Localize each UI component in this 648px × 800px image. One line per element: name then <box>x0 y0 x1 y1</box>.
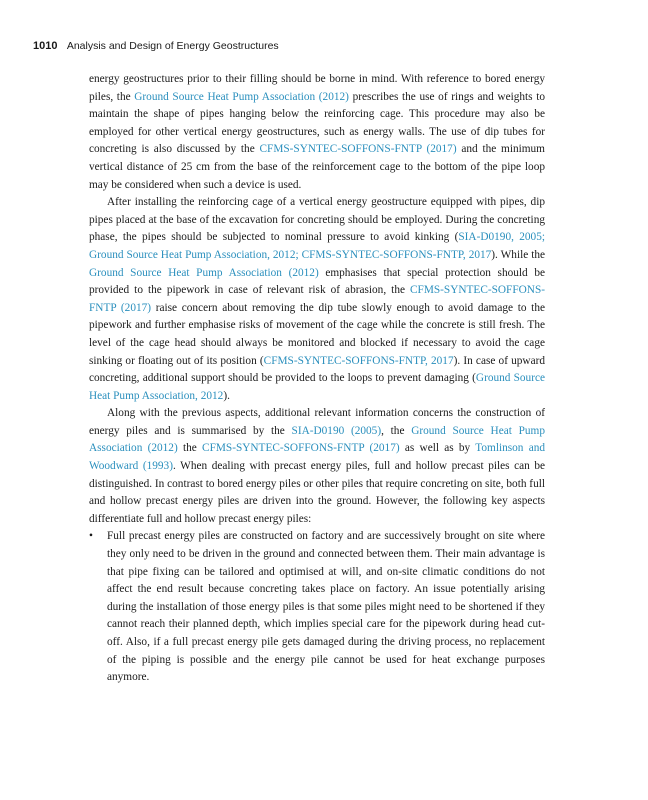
citation-link[interactable]: Ground Source Heat Pump Association (2012) <box>89 424 545 455</box>
citation-link[interactable]: CFMS-SYNTEC-SOFFONS-FNTP, 2017 <box>263 354 454 367</box>
text-run: ). While the <box>491 248 545 261</box>
citation-link[interactable]: CFMS-SYNTEC-SOFFONS-FNTP (2017) <box>259 143 457 156</box>
citation-link[interactable]: SIA-D0190 (2005) <box>291 424 382 437</box>
citation-link[interactable]: CFMS-SYNTEC-SOFFONS-FNTP (2017) <box>202 442 400 455</box>
citation-link[interactable]: Ground Source Heat Pump Association, 2012 <box>89 372 545 402</box>
text-run: Along with the previous aspects, additional relevant information concerns the construction of energy piles and is summarised by the <box>89 407 545 437</box>
text-run: After installing the reinforcing cage of a vertical energy geostructure equipped with pipes, dip pipes placed at the base of the excavation for concreting should be employed. During the concreting phase, the pipes should be subjected to nominal pressure to avoid kinking ( <box>89 196 545 244</box>
text-run: emphasises that special protection should be provided to the pipework in case of relevant risk of abrasion, the <box>89 266 546 297</box>
citation-link[interactable]: CFMS-SYNTEC-SOFFONS-FNTP (2017) <box>89 284 545 314</box>
paragraph-1 <box>89 71 545 194</box>
paragraph-2 <box>89 194 545 405</box>
text-run: , the <box>381 424 412 437</box>
text-run: energy geostructures prior to their filling should be borne in mind. With reference to bored energy piles, the <box>89 73 545 103</box>
bullet-text: Full precast energy piles are constructed on factory and are successively brought on site where they only need to be driven in the ground and connected between them. Their main advantage is that pipe fixing can be tailored and optimised at will, and on-site climatic conditions do not affect the end result because concreting takes place on factory. An issue potentially arising during the installation of those energy piles is that some piles might need to be shortened if they cannot reach their planned depth, which implies special care for the pipework during head cut-off. Also, if a full precast energy pile gets damaged during the driving process, no replacement of the piping is possible and the energy pile cannot be used for heat exchange purposes anymore. <box>107 530 545 684</box>
page-number: 1010 <box>33 40 58 52</box>
text-run: as well as by <box>399 442 476 455</box>
text-run: the <box>177 442 203 455</box>
paragraph-3 <box>89 405 545 528</box>
text-run: and the minimum vertical distance of 25 cm from the base of the reinforcement cage to the bottom of the pipe loop may be considered when such a device is used. <box>89 143 545 191</box>
citation-link[interactable]: Ground Source Heat Pump Association (2012) <box>89 266 319 279</box>
bullet-item <box>89 528 545 686</box>
citation-link[interactable]: Ground Source Heat Pump Association (2012) <box>134 90 349 103</box>
text-run: . When dealing with precast energy piles, full and hollow precast piles can be distinguished. In contrast to bored energy piles or other piles that require concreting on site, both full and hollow precast energy piles are driven into the ground. However, the following key aspects differentiate full and hollow precast energy piles: <box>89 460 545 525</box>
running-header <box>33 40 279 52</box>
text-run: ). <box>223 389 230 402</box>
text-run: prescribes the use of rings and weights to maintain the shape of pipes hanging below the reinforcing cage. This procedure may also be employed for other vertical energy geostructures, such as energy walls. The use of dip tubes for concreting is also discussed by the <box>89 90 545 156</box>
citation-link[interactable]: Tomlinson and Woodward (1993) <box>89 442 545 473</box>
bullet-marker: • <box>89 530 93 543</box>
text-run: raise concern about removing the dip tube slowly enough to avoid damage to the pipework and further emphasise risks of movement of the cage while the concrete is still fresh. The level of the cage head should always be monitored and blocked if necessary to avoid the cage sinking or floating out of its position ( <box>89 301 545 367</box>
running-title: Analysis and Design of Energy Geostructures <box>66 40 279 52</box>
text-run: ). In case of upward concreting, additional support should be provided to the loops to prevent damaging ( <box>89 354 545 385</box>
citation-link[interactable]: SIA-D0190, 2005; Ground Source Heat Pump Association, 2012; CFMS-SYNTEC-SOFFONS-FNTP, 2017 <box>89 231 545 261</box>
body-text <box>89 71 545 687</box>
